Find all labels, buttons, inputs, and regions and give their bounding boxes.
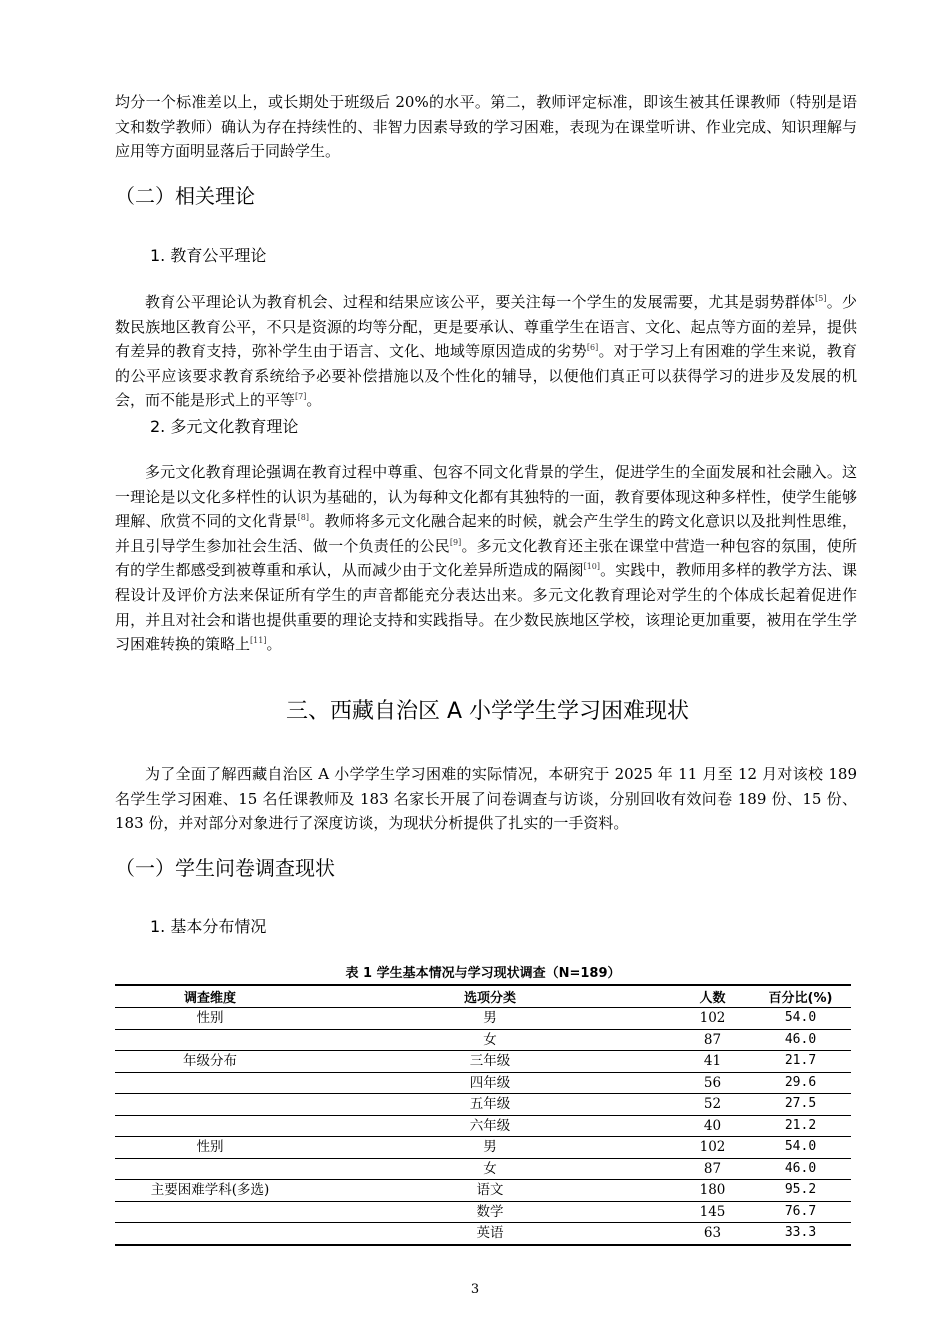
table-row xyxy=(115,1094,851,1116)
cell-percent: 29.6 xyxy=(750,1072,851,1094)
subsection-heading-basic-distribution: 1. 基本分布情况 xyxy=(150,917,267,936)
cell-option: 女 xyxy=(305,1158,675,1180)
cell-option: 英语 xyxy=(305,1223,675,1245)
cell-count: 56 xyxy=(675,1072,750,1094)
cell-dimension xyxy=(115,1201,305,1223)
cell-count: 102 xyxy=(675,1008,750,1030)
cell-percent: 46.0 xyxy=(750,1029,851,1051)
cell-dimension: 性别 xyxy=(115,1008,305,1030)
citation-7: [7] xyxy=(295,392,307,402)
paragraph-survey-intro: 为了全面了解西藏自治区 A 小学学生学习困难的实际情况，本研究于 2025 年 11 月至 12 月对该校 189 名学生学习困难、15 名任课教师及 183 名家长开展了问卷调查与访谈，分别回收有效问卷 189 份、15 份、183 份，并对部分对象进行了深度访谈，为现状分析提供了扎实的一手资料。 xyxy=(115,765,857,833)
chapter-heading: 三、西藏自治区 A 小学学生学习困难现状 xyxy=(285,699,690,724)
citation-9: [9] xyxy=(449,537,462,547)
cell-percent: 54.0 xyxy=(750,1137,851,1159)
cell-count: 63 xyxy=(675,1223,750,1245)
cell-option: 语文 xyxy=(305,1180,675,1202)
cell-dimension: 主要困难学科(多选) xyxy=(115,1180,305,1202)
cell-percent: 21.2 xyxy=(750,1115,851,1137)
paragraph-multicultural: 多元文化教育理论强调在教育过程中尊重、包容不同文化背景的学生，促进学生的全面发展和社会融入。这一理论是以文化多样性的认识为基础的，认为每种文化都有其独特的一面，教育要体现这种多样性，使学生能够理解、欣赏不同的文化背景[8]。教师将多元文化融合起来的时候，就会产生学生的跨文化意识以及批判性思维，并且引导学生参加社会生活、做一个负责任的公民[9]。多元文化教育还主张在课堂中营造一种包容的氛围，使所有的学生都感受到被尊重和承认，从而减少由于文化差异所造成的隔阂[10]。实践中，教师用多样的教学方法、课程设计及评价方法来保证所有学生的声音都能充分表达出来。多元文化教育理论对学生的个体成长起着促进作用，并且对社会和谐也提供重要的理论支持和实践指导。在少数民族地区学校，该理论更加重要，被用在学生学习困难转换的策略上[11]。 xyxy=(115,463,857,654)
cell-percent: 54.0 xyxy=(750,1008,851,1030)
page-number: 3 xyxy=(470,1282,480,1297)
cell-option: 五年级 xyxy=(305,1094,675,1116)
citation-10: [10] xyxy=(583,562,601,572)
cell-dimension xyxy=(115,1223,305,1245)
table-row xyxy=(115,1137,851,1159)
citation-8: [8] xyxy=(297,513,310,523)
cell-percent: 27.5 xyxy=(750,1094,851,1116)
cell-count: 145 xyxy=(675,1201,750,1223)
citation-11: [11] xyxy=(250,636,267,646)
cell-count: 102 xyxy=(675,1137,750,1159)
cell-option: 四年级 xyxy=(305,1072,675,1094)
cell-percent: 33.3 xyxy=(750,1223,851,1245)
cell-option: 三年级 xyxy=(305,1051,675,1073)
cell-count: 87 xyxy=(675,1158,750,1180)
cell-count: 52 xyxy=(675,1094,750,1116)
header-count: 人数 xyxy=(675,985,750,1008)
cell-option: 六年级 xyxy=(305,1115,675,1137)
paragraph-education-equity: 教育公平理论认为教育机会、过程和结果应该公平，要关注每一个学生的发展需要，尤其是弱势群体[5]。少数民族地区教育公平，不只是资源的均等分配，更是要承认、尊重学生在语言、文化、起点等方面的差异，提供有差异的教育支持，弥补学生由于语言、文化、地域等原因造成的劣势[6]。对于学习上有困难的学生来说，教育的公平应该要求教育系统给予必要补偿措施以及个性化的辅导，以便他们真正可以获得学习的进步及发展的机会，而不能是形式上的平等[7]。 xyxy=(115,293,857,410)
cell-dimension: 年级分布 xyxy=(115,1051,305,1073)
cell-count: 180 xyxy=(675,1180,750,1202)
cell-dimension xyxy=(115,1094,305,1116)
table-row xyxy=(115,1158,851,1180)
cell-count: 40 xyxy=(675,1115,750,1137)
table-row xyxy=(115,1029,851,1051)
table-row xyxy=(115,1180,851,1202)
cell-count: 41 xyxy=(675,1051,750,1073)
section-heading-student-survey: （一）学生问卷调查现状 xyxy=(115,856,335,880)
cell-percent: 46.0 xyxy=(750,1158,851,1180)
header-dimension: 调查维度 xyxy=(115,985,305,1008)
cell-dimension xyxy=(115,1158,305,1180)
cell-dimension xyxy=(115,1072,305,1094)
header-percent: 百分比(%) xyxy=(750,985,851,1008)
cell-percent: 95.2 xyxy=(750,1180,851,1202)
table-row xyxy=(115,1008,851,1030)
table-row xyxy=(115,1223,851,1245)
table-row xyxy=(115,1201,851,1223)
cell-option: 数学 xyxy=(305,1201,675,1223)
table-row xyxy=(115,1072,851,1094)
table-row xyxy=(115,1051,851,1073)
header-option: 选项分类 xyxy=(305,985,675,1008)
cell-option: 男 xyxy=(305,1137,675,1159)
citation-6: [6] xyxy=(586,343,599,353)
cell-percent: 76.7 xyxy=(750,1201,851,1223)
table-header-row xyxy=(115,985,851,1008)
cell-dimension xyxy=(115,1029,305,1051)
cell-option: 女 xyxy=(305,1029,675,1051)
cell-count: 87 xyxy=(675,1029,750,1051)
cell-dimension xyxy=(115,1115,305,1137)
paragraph-definition-end: 均分一个标准差以上，或长期处于班级后 20%的水平。第二，教师评定标准，即该生被其任课教师（特别是语文和数学教师）确认为存在持续性的、非智力因素导致的学习困难，表现为在课堂听讲、作业完成、知识理解与应用等方面明显落后于同龄学生。 xyxy=(115,93,857,161)
section-heading-related-theory: （二）相关理论 xyxy=(115,184,255,208)
cell-option: 男 xyxy=(305,1008,675,1030)
subsection-heading-education-equity: 1. 教育公平理论 xyxy=(150,246,267,265)
cell-percent: 21.7 xyxy=(750,1051,851,1073)
citation-5: [5] xyxy=(815,294,827,303)
cell-dimension: 性别 xyxy=(115,1137,305,1159)
table-row xyxy=(115,1115,851,1137)
table-caption: 表 1 学生基本情况与学习现状调查（N=189） xyxy=(345,966,621,981)
student-survey-table xyxy=(115,984,851,1246)
subsection-heading-multicultural: 2. 多元文化教育理论 xyxy=(150,417,299,436)
